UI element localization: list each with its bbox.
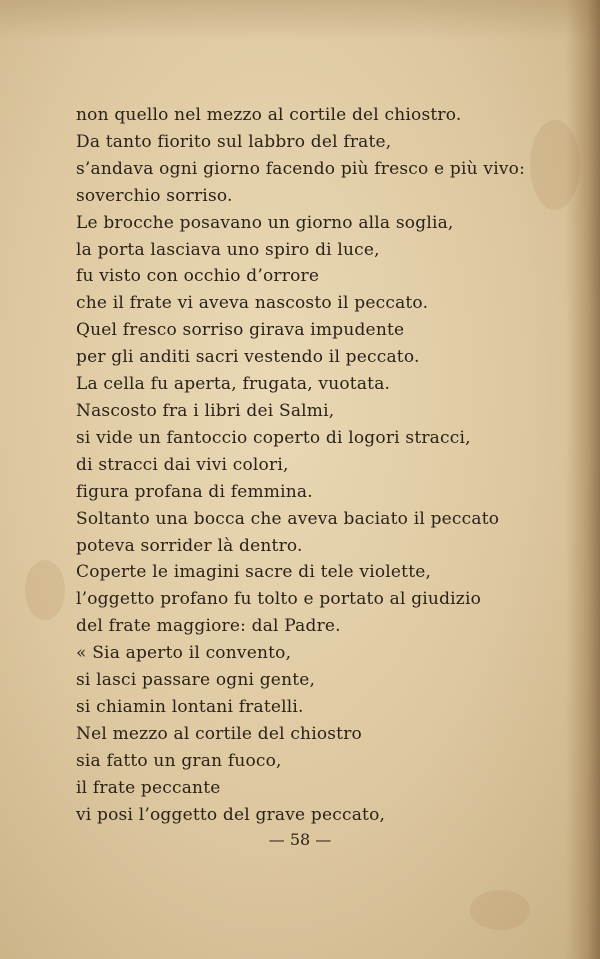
poem-text xyxy=(76,102,576,828)
poem-line: Soltanto una bocca che aveva baciato il peccato xyxy=(76,508,500,529)
page-number: — 58 — xyxy=(268,830,332,849)
poem-line: la porta lasciava uno spiro di luce, xyxy=(76,239,380,260)
poem-line: Coperte le imagini sacre di tele violette, xyxy=(76,562,432,583)
poem-line: s’andava ogni giorno facendo più fresco e più vivo: xyxy=(76,158,526,179)
poem-line: vi posi l’oggetto del grave peccato, xyxy=(76,804,386,825)
poem-line: figura profana di femmina. xyxy=(76,481,313,502)
poem-line: per gli anditi sacri vestendo il peccato. xyxy=(76,347,420,368)
paper-stain xyxy=(470,890,530,930)
poem-line: si lasci passare ogni gente, xyxy=(76,670,316,691)
poem-line: Quel fresco sorriso girava impudente xyxy=(76,320,405,341)
poem-line: Nascosto fra i libri dei Salmi, xyxy=(76,400,335,421)
poem-line: sia fatto un gran fuoco, xyxy=(76,750,282,771)
poem-line: Nel mezzo al cortile del chiostro xyxy=(76,723,362,744)
poem-line: si chiamin lontani fratelli. xyxy=(76,696,304,717)
page-shadow-top xyxy=(0,0,600,40)
poem-line: del frate maggiore: dal Padre. xyxy=(76,616,341,637)
poem-line: si vide un fantoccio coperto di logori stracci, xyxy=(76,427,471,448)
poem-line: La cella fu aperta, frugata, vuotata. xyxy=(76,374,391,395)
poem-line: non quello nel mezzo al cortile del chiostro. xyxy=(76,105,462,125)
poem-line: di stracci dai vivi colori, xyxy=(76,454,289,475)
poem-line: che il frate vi aveva nascosto il peccato. xyxy=(76,293,429,314)
poem-line: Da tanto fiorito sul labbro del frate, xyxy=(76,131,392,152)
poem-line: poteva sorrider là dentro. xyxy=(76,535,303,556)
poem-line: soverchio sorriso. xyxy=(76,185,233,206)
poem-line: l’oggetto profano fu tolto e portato al giudizio xyxy=(76,589,482,610)
poem-line: fu visto con occhio d’orrore xyxy=(76,266,320,287)
poem-line: « Sia aperto il convento, xyxy=(76,643,292,664)
paper-stain xyxy=(25,560,65,620)
poem-line: il frate peccante xyxy=(76,777,221,798)
poem-line: Le brocche posavano un giorno alla soglia, xyxy=(76,212,454,233)
